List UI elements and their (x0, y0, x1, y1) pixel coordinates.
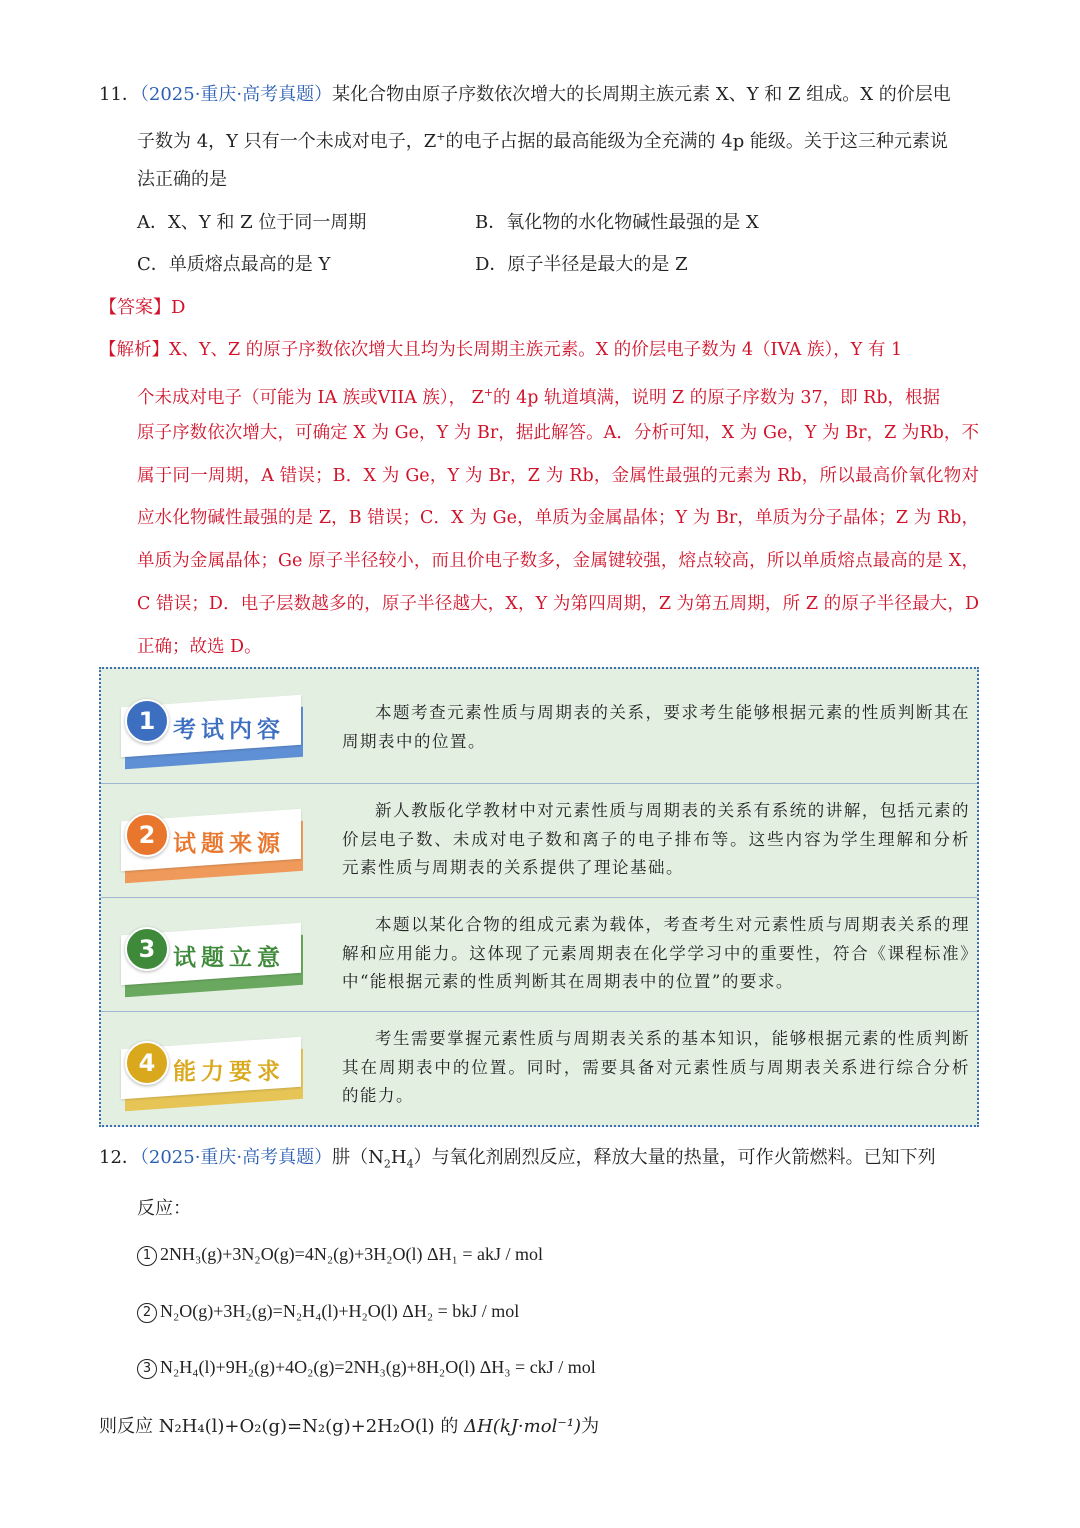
answer-line (99, 295, 185, 321)
analysis-line2 (137, 380, 940, 411)
equation-1 (137, 1244, 543, 1266)
badge-source (121, 813, 306, 875)
q12-final-c: 为 (581, 1416, 600, 1437)
equation-3 (137, 1357, 596, 1379)
analysis-label: 【解析】 (99, 340, 169, 360)
number-icon-1: 1 (125, 699, 169, 743)
option-d: D．原子半径是最大的是 Z (475, 254, 688, 275)
q12-sub2: 4 (406, 1157, 414, 1171)
circled-number-3: 3 (137, 1359, 157, 1379)
panel-row-intent (101, 897, 977, 1012)
badge-intent (121, 927, 306, 989)
badge-label-3: 试题立意 (173, 945, 285, 971)
q12-sub1: 2 (383, 1157, 391, 1171)
analysis-text1: X、Y、Z 的原子序数依次增大且均为长周期主族元素。X 的价层电子数为 4（IVA 族），Y 有 1 (169, 340, 903, 360)
option-b: B．氧化物的水化物碱性最强的是 X (475, 212, 759, 233)
number-icon-2: 2 (125, 813, 169, 857)
equation-2-text: N₂O(g)+3H₂(g)=N₂H₄(l)+H₂O(l) ΔH₂ = bkJ / mol (160, 1301, 520, 1321)
q11-number: 11． (99, 84, 140, 105)
number-icon-4: 4 (125, 1041, 169, 1085)
panel-text-1: 本题考查元素性质与周期表的关系，要求考生能够根据元素的性质判断其在周期表中的位置。 (342, 703, 970, 751)
q11-stem3: 法正确的是 (137, 169, 227, 190)
badge-exam-content (121, 699, 306, 761)
answer-value: D (171, 297, 186, 318)
q11-source: （2025·重庆·高考真题） (139, 84, 333, 105)
analysis-text2a: 个未成对电子（可能为 IA 族或VIIA 族）， Z (137, 387, 484, 408)
equation-3-text: N₂H₄(l)+9H₂(g)+4O₂(g)=2NH₃(g)+8H₂O(l) ΔH₃ = ckJ / mol (160, 1357, 596, 1377)
q11-stem2a: 子数为 4，Y 只有一个未成对电子，Z (137, 131, 437, 152)
q12-line1 (99, 1145, 936, 1178)
equation-2 (137, 1301, 519, 1323)
q12-stem2: 反应： (137, 1198, 191, 1219)
analysis-panel (99, 667, 979, 1127)
badge-ability (121, 1041, 306, 1103)
analysis-line1 (99, 337, 902, 363)
q12-number: 12． (99, 1147, 140, 1168)
q11-stem1: 某化合物由原子序数依次增大的长周期主族元素 X、Y 和 Z 组成。X 的价层电 (332, 84, 951, 105)
panel-row-source (101, 783, 977, 898)
equation-1-text: 2NH₃(g)+3N₂O(g)=4N₂(g)+3H₂O(l) ΔH₁ = akJ / mol (160, 1244, 544, 1264)
option-a: A．X、Y 和 Z 位于同一周期 (137, 212, 367, 233)
number-icon-3: 3 (125, 927, 169, 971)
circled-number-1: 1 (137, 1246, 157, 1266)
q11-line1 (99, 82, 951, 108)
circled-number-2: 2 (137, 1303, 157, 1323)
badge-label-2: 试题来源 (173, 831, 285, 857)
q12-source: （2025·重庆·高考真题） (139, 1147, 333, 1168)
analysis-body: 原子序数依次增大，可确定 X 为 Ge，Y 为 Br，据此解答。A．分析可知，X 为 Ge，Y 为 Br，Z 为Rb，不属于同一周期，A 错误；B．X 为 Ge，Y 为 Br，Z 为 Rb，金属性最强的元素为 Rb，所以最高价氧化物对应水化物碱性最强的是 Z，B 错误；C．X 为 Ge，单质为金属晶体；Y 为 Br，单质为分子晶体；Z 为 Rb，单质为金属晶体；Ge 原子半径较小，而且价电子数多，金属键较强，熔点较高，所以单质熔点最高的是 X，C 错误；D．电子层数越多的，原子半径越大，X，Y 为第四周期，Z 为第五周期，所 Z 的原子半径最大，D 正确；故选 D。 (137, 423, 979, 657)
badge-label-4: 能力要求 (173, 1059, 285, 1085)
panel-row-ability (101, 1011, 977, 1125)
panel-text-4: 考生需要掌握元素性质与周期表关系的基本知识，能够根据元素的性质判断其在周期表中的位置。同时，需要具备对元素性质与周期表关系进行综合分析的能力。 (342, 1029, 970, 1105)
option-c: C．单质熔点最高的是 Y (137, 254, 331, 275)
panel-text-2: 新人教版化学教材中对元素性质与周期表的关系有系统的讲解，包括元素的价层电子数、未成对电子数和离子的电子排布等。这些内容为学生理解和分析元素性质与周期表的关系提供了理论基础。 (342, 801, 970, 877)
q12-final-a: 则反应 N₂H₄(l)+O₂(g)=N₂(g)+2H₂O(l) 的 (99, 1416, 465, 1437)
q12-stem1mid: H (390, 1147, 407, 1168)
q12-stem1: 肼（N (332, 1147, 384, 1168)
badge-label-1: 考试内容 (173, 717, 285, 743)
q11-line2 (137, 124, 948, 155)
panel-row-exam-content (101, 669, 977, 784)
analysis-text2sup: + (483, 386, 494, 399)
q12-final-line (99, 1414, 599, 1440)
analysis-text2b: 的 4p 轨道填满，说明 Z 的原子序数为 37，即 Rb，根据 (493, 387, 941, 408)
q12-final-b: ΔH(kJ·mol⁻¹) (464, 1416, 582, 1437)
q11-stem2sup: + (436, 130, 446, 143)
q11-stem2b: 的电子占据的最高能级为全充满的 4p 能级。关于这三种元素说 (445, 131, 948, 152)
panel-text-3: 本题以某化合物的组成元素为载体，考查考生对元素性质与周期表关系的理解和应用能力。这体现了元素周期表在化学学习中的重要性，符合《课程标准》中“能根据元素的性质判断其在周期表中的位置”的要求。 (342, 915, 970, 991)
answer-label: 【答案】 (99, 297, 171, 318)
q12-stem1end: ）与氧化剂剧烈反应，释放大量的热量，可作火箭燃料。已知下列 (413, 1147, 936, 1168)
